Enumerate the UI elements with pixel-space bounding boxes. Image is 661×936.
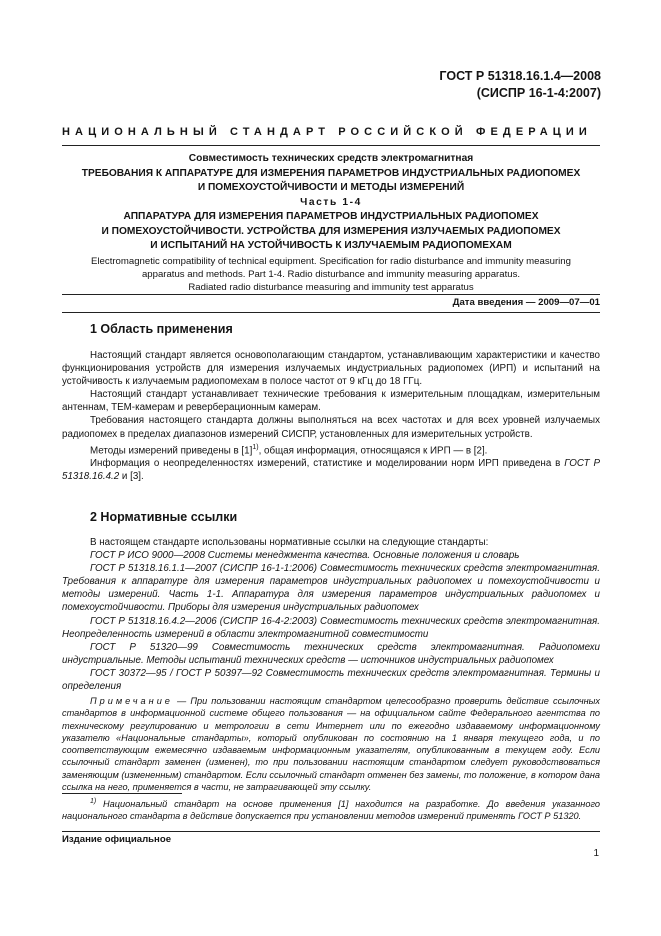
- note-text: — При пользовании настоящим стандартом целесообразно проверить действие ссылочных стандартов в информационной системе общего пользования — на официальном сайте Федерального агентства по техническому регулированию и метрологии в сети Интернет или по ежегодно издаваемому информационному указателю «Национальные стандарты», который опубликован по состоянию на 1 января текущего года, и по соответствующим ежемесячно издаваемым информационным указателям, опубликованным в текущем году. Если ссылочный стандарт заменен (изменен), то при пользовании настоящим стандартом следует руководствоваться заменяющим (измененным) стандартом. Если ссылочный стандарт отменен без замены, то положение, в котором дана ссылка на него, применяется в части, не затрагивающей эту ссылку.: [62, 696, 600, 793]
- footnote: [62, 796, 600, 823]
- english-title-line: Radiated radio disturbance measuring and immunity test apparatus: [188, 282, 474, 293]
- date-divider: [62, 312, 600, 313]
- reference-item: ГОСТ Р 51318.16.1.1—2007 (СИСПР 16-1-1:2006) Совместимость технических средств электромагнитная. Требования к аппаратуре для измерения параметров индустриальных радиопомех и помехоустойчивости и методы измерений. Часть 1-1. Аппаратура для измерения параметров индустриальных радиопомех и помехоустойчивости. Приборы для измерения индустриальных радиопомех: [62, 563, 600, 614]
- note-paragraph: [62, 695, 600, 793]
- standard-reference: ГОСТ Р 51318.16.4.2: [62, 458, 601, 483]
- section-body: [62, 349, 600, 483]
- edition-divider: [62, 831, 600, 832]
- header-divider: [62, 145, 600, 146]
- reference-item: ГОСТ 30372—95 / ГОСТ Р 50397—92 Совместимость технических средств электромагнитная. Термины и определения: [62, 667, 600, 693]
- introduction-date: Дата введения — 2009—07—01: [452, 297, 600, 308]
- national-standard-banner: НАЦИОНАЛЬНЫЙ СТАНДАРТ РОССИЙСКОЙ ФЕДЕРАЦИИ: [62, 126, 592, 138]
- title-subject: Совместимость технических средств электромагнитная: [188, 153, 474, 164]
- title-line: И ПОМЕХОУСТОЙЧИВОСТИ И МЕТОДЫ ИЗМЕРЕНИЙ: [197, 182, 465, 193]
- note-label: Примечание: [90, 696, 173, 706]
- section-heading: 1 Область применения: [90, 322, 233, 336]
- edition-label: Издание официальное: [62, 834, 172, 845]
- paragraph: Требования настоящего стандарта должны выполняться на всех частотах и для всех уровней излучаемых радиопомех в пределах диапазонов измерений СИСПР, установленных для измерительных устройств.: [62, 415, 600, 440]
- paragraph: [62, 457, 600, 483]
- title-divider: [62, 294, 600, 295]
- title-line: ТРЕБОВАНИЯ К АППАРАТУРЕ ДЛЯ ИЗМЕРЕНИЯ ПАРАМЕТРОВ ИНДУСТРИАЛЬНЫХ РАДИОПОМЕХ: [81, 167, 581, 179]
- reference-item: ГОСТ Р 51320—99 Совместимость технических средств электромагнитная. Радиопомехи индустриальные. Методы испытаний технических средств — источников индустриальных радиопомех: [62, 641, 600, 666]
- footnote-mark: 1): [90, 798, 97, 805]
- paragraph: [62, 441, 600, 457]
- document-title: [62, 152, 600, 254]
- footnote-paragraph: [62, 796, 600, 823]
- paragraph: Настоящий стандарт устанавливает технические требования к измерительным площадкам, измерительным антеннам, ТЕМ-камерам и реверберационным камерам.: [62, 389, 600, 414]
- note-block: [62, 695, 600, 793]
- page-number: 1: [593, 848, 599, 859]
- section-heading: 2 Нормативные ссылки: [90, 510, 238, 524]
- reference-item: ГОСТ Р 51318.16.4.2—2006 (СИСПР 16-4-2:2003) Совместимость технических средств электромагнитная. Неопределенность измерений в области электромагнитной совместимости: [62, 615, 600, 640]
- paragraph-text: и [3].: [119, 471, 144, 483]
- title-line: И ИСПЫТАНИЙ НА УСТОЙЧИВОСТЬ К ИЗЛУЧАЕМЫМ РАДИОПОМЕХАМ: [150, 240, 512, 251]
- english-title-line: apparatus and methods. Part 1-4. Radio disturbance and immunity measuring apparatus.: [141, 269, 521, 280]
- title-line: И ПОМЕХОУСТОЙЧИВОСТИ. УСТРОЙСТВА ДЛЯ ИЗМЕРЕНИЯ ИЗЛУЧАЕМЫХ РАДИОПОМЕХ: [101, 225, 561, 237]
- paragraph-text: Информация о неопределенностях измерений, статистике и моделировании норм ИРП приведена в: [90, 458, 565, 470]
- gost-number: ГОСТ Р 51318.16.1.4—2008: [439, 69, 601, 83]
- english-title-line: Electromagnetic compatibility of technical equipment. Specification for radio disturbance and immunity measuring: [91, 256, 571, 267]
- cispr-number: (СИСПР 16-1-4:2007): [476, 86, 601, 100]
- paragraph: В настоящем стандарте использованы нормативные ссылки на следующие стандарты:: [90, 537, 489, 548]
- paragraph-text: Методы измерений приведены в [1]: [90, 444, 253, 456]
- reference-item: ГОСТ Р ИСО 9000—2008 Системы менеджмента качества. Основные положения и словарь: [90, 550, 520, 562]
- english-title: [62, 255, 600, 294]
- footnote-text: Национальный стандарт на основе применения [1] находится на разработке. До введения указанного национального стандарта в действие допускается при установлении методов измерений применять ГОСТ Р 51320.: [62, 799, 600, 822]
- footnote-divider: [62, 793, 182, 794]
- title-line: АППАРАТУРА ДЛЯ ИЗМЕРЕНИЯ ПАРАМЕТРОВ ИНДУСТРИАЛЬНЫХ РАДИОПОМЕХ: [123, 211, 539, 222]
- footnote-ref[interactable]: 1): [252, 443, 259, 451]
- paragraph-text: , общая информация, относящаяся к ИРП — в [2].: [258, 444, 488, 456]
- standard-designation: [341, 68, 601, 102]
- references-body: [62, 536, 600, 693]
- title-part: Часть 1-4: [300, 196, 362, 208]
- paragraph: Настоящий стандарт является основополагающим стандартом, устанавливающим характеристики и качество функционирования устройств для измерения излучаемых индустриальных радиопомех (ИРП) и испытаний на устойчивость к излучаемым радиопомехам в полосе частот от 9 кГц до 18 ГГц.: [62, 350, 600, 388]
